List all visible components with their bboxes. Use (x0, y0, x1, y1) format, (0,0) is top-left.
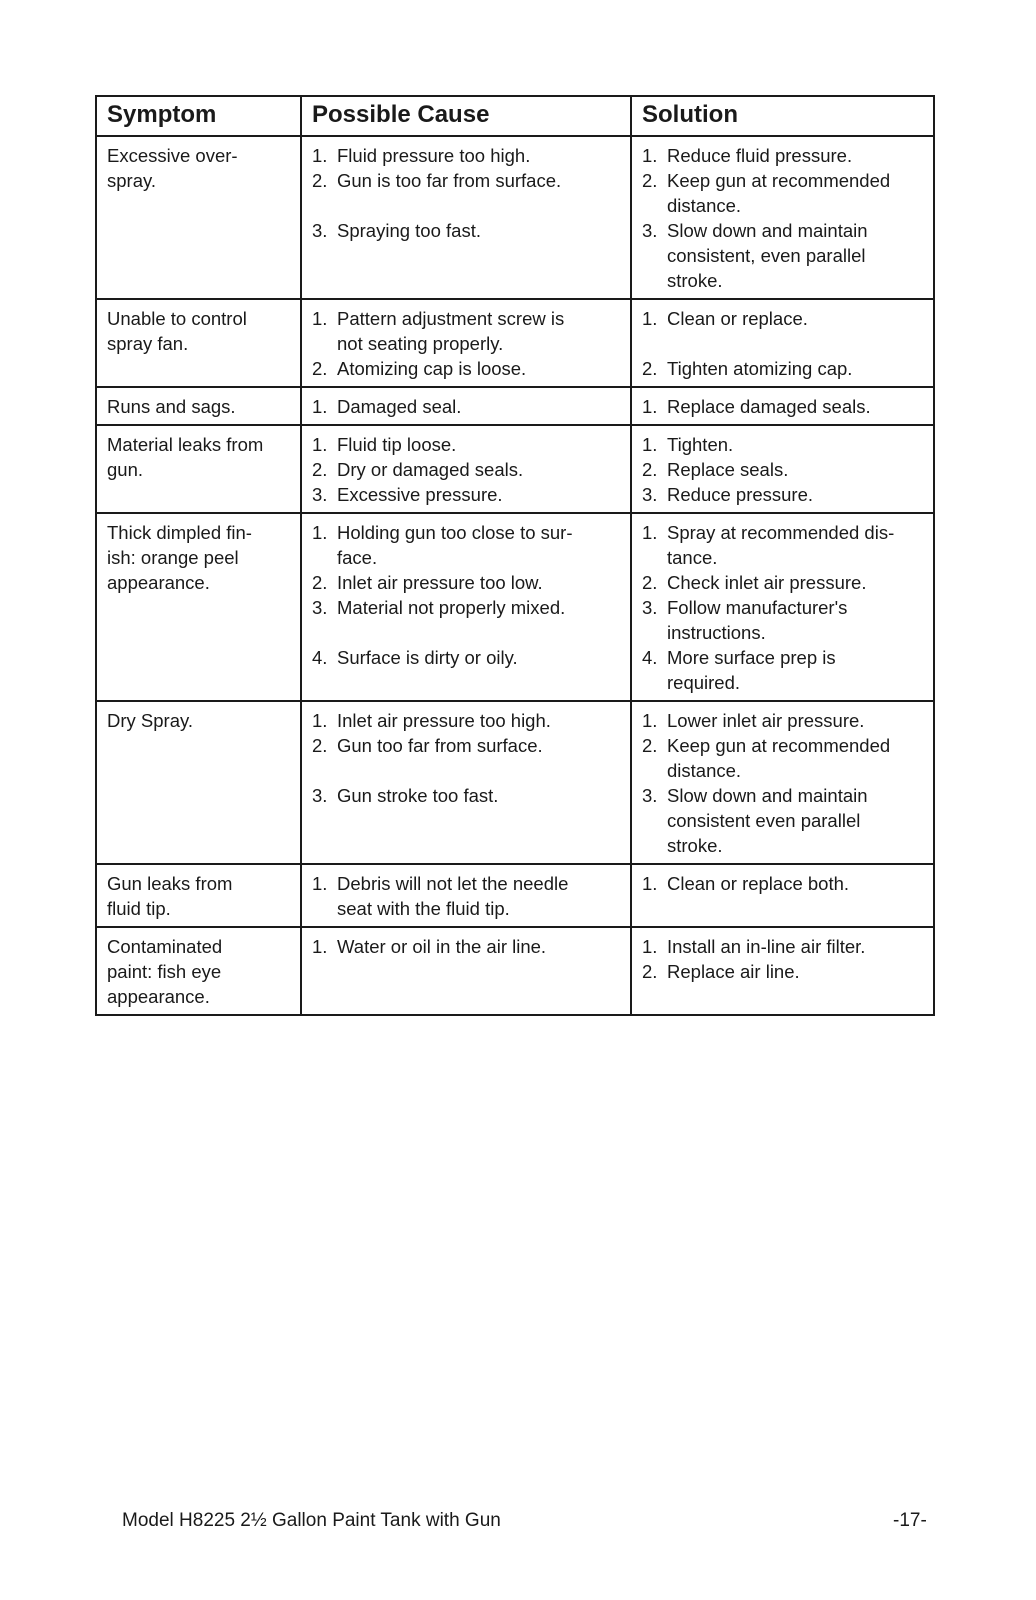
solution-text: Keep gun at recommended distance. (667, 735, 891, 781)
cause-cell (301, 425, 631, 513)
cause-text: Excessive pressure. (337, 484, 503, 505)
symptom-cell: Material leaks from gun. (96, 425, 301, 513)
cause-item (312, 482, 622, 507)
cause-text: Gun is too far from surface. (337, 170, 562, 191)
item-number: 1. (642, 145, 658, 166)
cause-cell (301, 387, 631, 425)
item-number: 1. (642, 710, 658, 731)
symptom-cell: Runs and sags. (96, 387, 301, 425)
solution-list (642, 871, 925, 896)
solution-item (642, 934, 925, 959)
cause-text: Gun stroke too fast. (337, 785, 499, 806)
cause-item (312, 570, 622, 595)
symptom-cell: Unable to control spray fan. (96, 299, 301, 387)
cause-text: Debris will not let the needle seat with the fluid tip. (337, 873, 569, 919)
item-number: 2. (642, 961, 658, 982)
table-row (96, 387, 934, 425)
item-number: 4. (312, 647, 328, 668)
item-number: 4. (642, 647, 658, 668)
cause-list (312, 934, 622, 959)
header-solution: Solution (631, 96, 934, 136)
cause-item (312, 595, 622, 645)
table-row (96, 701, 934, 864)
item-number: 2. (312, 459, 328, 480)
table-row (96, 927, 934, 1015)
item-number: 2. (312, 170, 328, 191)
cause-cell (301, 513, 631, 701)
solution-text: Check inlet air pressure. (667, 572, 867, 593)
solution-item (642, 482, 925, 507)
table-row (96, 864, 934, 927)
item-number: 3. (642, 484, 658, 505)
header-possible-cause: Possible Cause (301, 96, 631, 136)
item-number: 3. (642, 597, 658, 618)
troubleshooting-table (95, 95, 935, 1016)
solution-item (642, 520, 925, 570)
symptom-cell: Dry Spray. (96, 701, 301, 864)
solution-cell (631, 864, 934, 927)
cause-item (312, 733, 622, 783)
item-number: 1. (642, 873, 658, 894)
item-number: 3. (312, 484, 328, 505)
footer-model-title: Model H8225 2½ Gallon Paint Tank with Gun (122, 1510, 501, 1531)
cause-item (312, 143, 622, 168)
table-row (96, 425, 934, 513)
cause-text: Fluid tip loose. (337, 434, 457, 455)
solution-item (642, 959, 925, 984)
solution-list (642, 520, 925, 695)
item-number: 1. (312, 145, 328, 166)
solution-list (642, 934, 925, 984)
solution-item (642, 356, 925, 381)
solution-list (642, 432, 925, 507)
item-number: 2. (642, 459, 658, 480)
cause-item (312, 306, 622, 356)
page-number: -17- (893, 1510, 927, 1531)
cause-item (312, 457, 622, 482)
solution-text: Clean or replace both. (667, 873, 850, 894)
cause-item (312, 520, 622, 570)
item-number: 1. (642, 522, 658, 543)
solution-cell (631, 513, 934, 701)
item-number: 2. (642, 735, 658, 756)
solution-text: Reduce pressure. (667, 484, 814, 505)
solution-text: Lower inlet air pressure. (667, 710, 865, 731)
solution-list (642, 394, 925, 419)
cause-cell (301, 864, 631, 927)
symptom-cell: Gun leaks from fluid tip. (96, 864, 301, 927)
solution-list (642, 143, 925, 293)
cause-text: Atomizing cap is loose. (337, 358, 527, 379)
symptom-cell: Excessive over- spray. (96, 136, 301, 299)
item-number: 1. (642, 936, 658, 957)
solution-item (642, 595, 925, 645)
cause-item (312, 432, 622, 457)
item-number: 1. (312, 710, 328, 731)
item-number: 2. (312, 572, 328, 593)
cause-cell (301, 299, 631, 387)
cause-item (312, 708, 622, 733)
item-number: 2. (312, 358, 328, 379)
cause-list (312, 432, 622, 507)
table-row (96, 513, 934, 701)
item-number: 1. (642, 308, 658, 329)
item-number: 1. (312, 936, 328, 957)
cause-list (312, 394, 622, 419)
table-row (96, 299, 934, 387)
solution-item (642, 783, 925, 858)
solution-text: Install an in-line air filter. (667, 936, 866, 957)
solution-text: Reduce fluid pressure. (667, 145, 853, 166)
cause-text: Inlet air pressure too low. (337, 572, 543, 593)
cause-text: Pattern adjustment screw is not seating properly. (337, 308, 565, 354)
item-number: 2. (312, 735, 328, 756)
table-header-row (96, 96, 934, 136)
solution-cell (631, 701, 934, 864)
item-number: 1. (312, 396, 328, 417)
solution-cell (631, 387, 934, 425)
item-number: 1. (312, 308, 328, 329)
item-number: 3. (312, 597, 328, 618)
solution-item (642, 871, 925, 896)
item-number: 1. (312, 873, 328, 894)
symptom-cell: Thick dimpled fin- ish: orange peel appearance. (96, 513, 301, 701)
cause-list (312, 708, 622, 808)
item-number: 1. (642, 396, 658, 417)
cause-text: Water or oil in the air line. (337, 936, 547, 957)
item-number: 1. (642, 434, 658, 455)
item-number: 3. (642, 785, 658, 806)
cause-list (312, 871, 622, 921)
item-number: 3. (642, 220, 658, 241)
solution-list (642, 306, 925, 381)
solution-text: Follow manufacturer's instructions. (667, 597, 848, 643)
table-row (96, 136, 934, 299)
cause-item (312, 168, 622, 218)
solution-cell (631, 136, 934, 299)
cause-cell (301, 701, 631, 864)
item-number: 1. (312, 522, 328, 543)
solution-item (642, 645, 925, 695)
cause-item (312, 783, 622, 808)
cause-text: Gun too far from surface. (337, 735, 543, 756)
solution-text: Replace air line. (667, 961, 800, 982)
cause-cell (301, 927, 631, 1015)
solution-item (642, 432, 925, 457)
cause-cell (301, 136, 631, 299)
solution-cell (631, 299, 934, 387)
cause-text: Fluid pressure too high. (337, 145, 531, 166)
cause-text: Holding gun too close to sur- face. (337, 522, 573, 568)
cause-text: Damaged seal. (337, 396, 462, 417)
cause-list (312, 306, 622, 381)
solution-text: Slow down and maintain consistent, even parallel stroke. (667, 220, 868, 291)
solution-cell (631, 927, 934, 1015)
solution-item (642, 218, 925, 293)
header-symptom: Symptom (96, 96, 301, 136)
cause-list (312, 143, 622, 243)
solution-cell (631, 425, 934, 513)
solution-item (642, 143, 925, 168)
item-number: 3. (312, 785, 328, 806)
solution-text: Keep gun at recommended distance. (667, 170, 891, 216)
solution-text: More surface prep is required. (667, 647, 836, 693)
solution-text: Tighten. (667, 434, 734, 455)
cause-list (312, 520, 622, 670)
solution-list (642, 708, 925, 858)
cause-item (312, 356, 622, 381)
item-number: 2. (642, 572, 658, 593)
cause-item (312, 645, 622, 670)
cause-text: Surface is dirty or oily. (337, 647, 518, 668)
solution-item (642, 570, 925, 595)
cause-item (312, 871, 622, 921)
solution-item (642, 708, 925, 733)
solution-item (642, 733, 925, 783)
solution-text: Clean or replace. (667, 308, 808, 329)
cause-text: Dry or damaged seals. (337, 459, 524, 480)
solution-text: Replace damaged seals. (667, 396, 871, 417)
cause-text: Material not properly mixed. (337, 597, 566, 618)
solution-text: Slow down and maintain consistent even parallel stroke. (667, 785, 868, 856)
solution-text: Tighten atomizing cap. (667, 358, 853, 379)
solution-text: Replace seals. (667, 459, 789, 480)
item-number: 2. (642, 170, 658, 191)
cause-item (312, 218, 622, 243)
cause-text: Spraying too fast. (337, 220, 481, 241)
solution-item (642, 306, 925, 356)
solution-text: Spray at recommended dis- tance. (667, 522, 895, 568)
solution-item (642, 168, 925, 218)
cause-text: Inlet air pressure too high. (337, 710, 551, 731)
cause-item (312, 394, 622, 419)
solution-item (642, 457, 925, 482)
cause-item (312, 934, 622, 959)
symptom-cell: Contaminated paint: fish eye appearance. (96, 927, 301, 1015)
item-number: 2. (642, 358, 658, 379)
item-number: 3. (312, 220, 328, 241)
item-number: 1. (312, 434, 328, 455)
solution-item (642, 394, 925, 419)
